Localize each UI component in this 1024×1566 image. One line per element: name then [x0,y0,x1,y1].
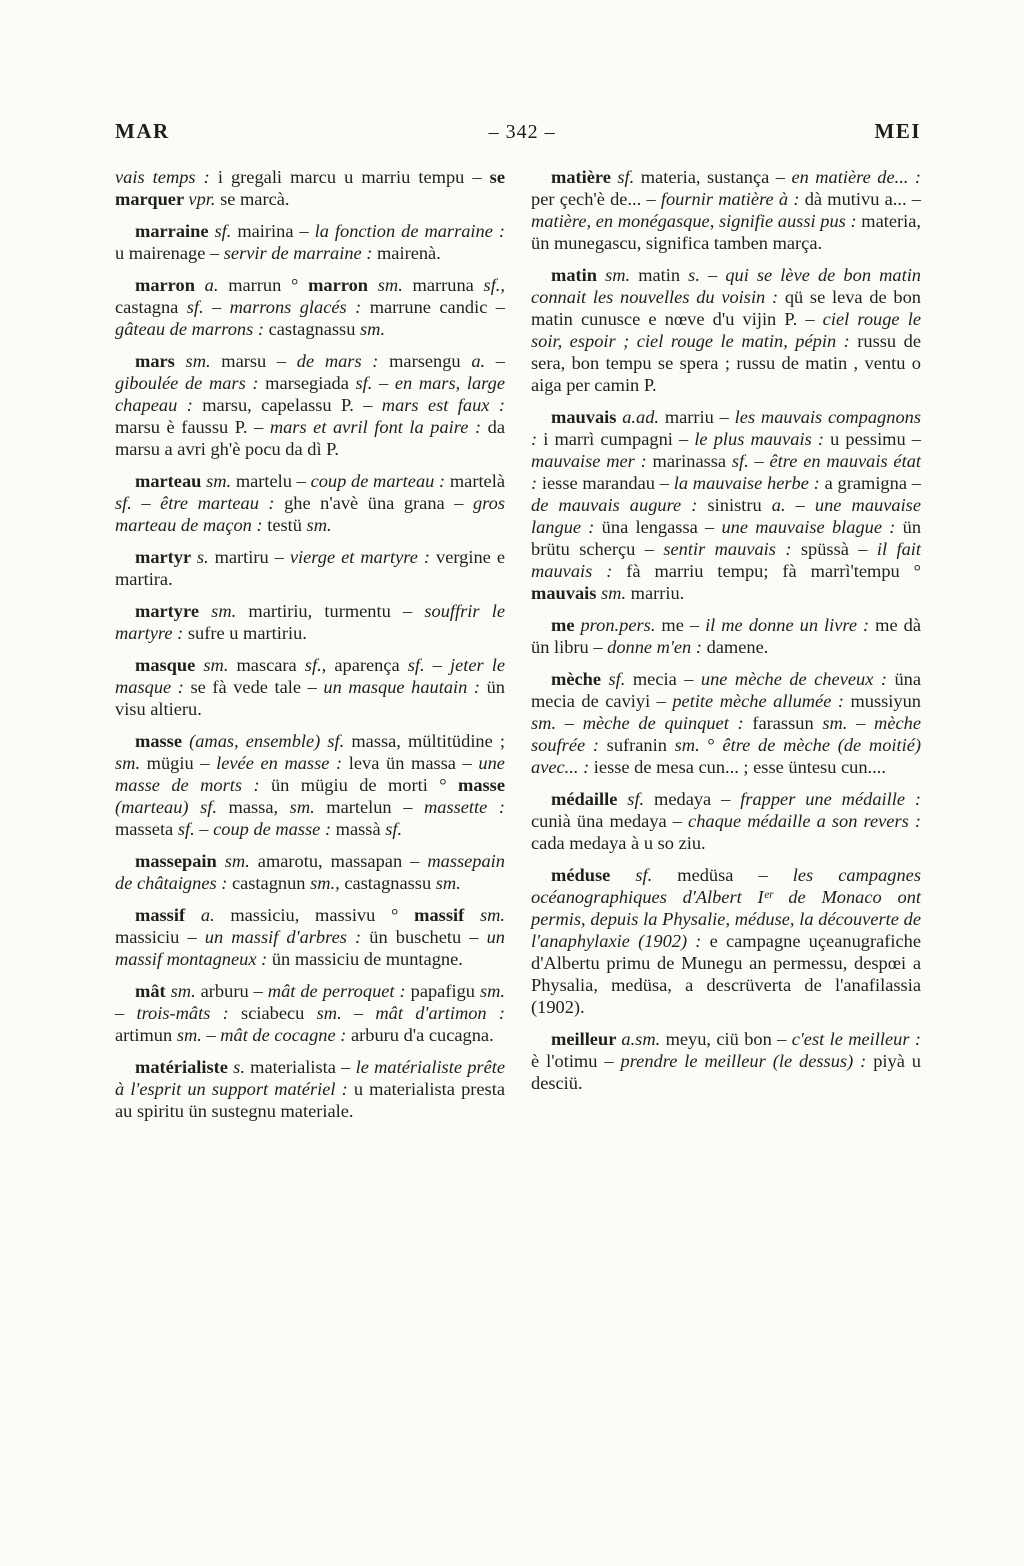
italic-text: a. [200,905,231,925]
italic-text: massette : [423,797,505,817]
headword: se marquer [115,167,505,209]
italic-text: un massif d'arbres : [204,927,370,947]
italic-text: une masse de morts : [115,753,505,795]
italic-text: sm. [531,713,565,733]
plain-text: massa, [228,797,290,817]
plain-text: damene. [706,637,769,657]
italic-text: sf., [483,275,505,295]
italic-text: coup de marteau : [310,471,450,491]
plain-text: – [432,655,450,675]
italic-text: souffrir le martyre : [115,601,505,643]
italic-text: matière, en monégasque, signifie aussi pus : [531,211,862,231]
headword: massepain [135,851,225,871]
italic-text: une mauvaise langue : [531,495,921,537]
headword: me [551,615,581,635]
italic-text: un masque hautain : [323,677,487,697]
italic-text: de mauvais augure : [531,495,708,515]
headword: masque [135,655,204,675]
plain-text: marrune candic – [369,297,506,317]
italic-text: un massif montagneux : [115,927,505,969]
plain-text: martelà [449,471,505,491]
plain-text: marinassa [652,451,732,471]
italic-text: s. [688,265,709,285]
plain-text: è l'otimu – [531,1051,621,1071]
entry-meilleur [531,1028,921,1094]
header-left-guideword: MAR [115,119,170,143]
italic-text: il me donne un livre : [705,615,876,635]
italic-text: s. [196,547,215,567]
plain-text: aparença [334,655,408,675]
italic-text: les mauvais compagnons : [531,407,921,449]
italic-text: frapper une médaille : [740,789,922,809]
plain-text: martelun – [326,797,424,817]
plain-text: leva ün massa – [348,753,479,773]
plain-text: u pessimu – [830,429,921,449]
plain-text: mascara [236,655,305,675]
italic-text: sf. [385,819,403,839]
plain-text: massa, mültitüdine ; [351,731,505,751]
headword: masse [458,775,505,795]
plain-text: iesse de mesa cun... ; esse üntesu cun.... [593,757,886,777]
plain-text: castagnun [231,873,311,893]
italic-text: la mauvaise herbe : [673,473,825,493]
headword: méduse [551,865,636,885]
italic-text: sf. [608,669,633,689]
plain-text: marriu – [664,407,735,427]
plain-text: castagnassu [344,873,436,893]
plain-text: marrun ° [228,275,309,295]
italic-text: jeter le masque : [115,655,505,697]
italic-text: chaque médaille a son revers : [688,811,921,831]
plain-text: martiru – [214,547,290,567]
headword: matérialiste [135,1057,234,1077]
italic-text: sm. [435,873,461,893]
italic-text: a. [771,495,796,515]
italic-text: fournir matière à : [660,189,805,209]
plain-text: fà marriu tempu; fà marrì'tempu ° [626,561,921,581]
plain-text: meyu, ciü bon – [665,1029,792,1049]
italic-text: sm. [115,753,147,773]
plain-text: mairenà. [377,243,441,263]
plain-text: vergine e martira. [115,547,505,589]
plain-text: amarotu, massapan – [257,851,428,871]
plain-text: mügiu – [146,753,217,773]
italic-text: être de mèche (de moitié) avec... : [531,735,921,777]
italic-text: sm. [605,265,639,285]
running-header [115,119,921,144]
headword: martyre [135,601,212,621]
italic-text: trois-mâts : [136,1003,242,1023]
italic-text: la fonction de marraine : [314,221,505,241]
plain-text: iesse marandau – [541,473,674,493]
plain-text: – [212,297,230,317]
entry-matiere [531,166,921,254]
italic-text: qui se lève de bon matin connait les nouvelles du voisin : [531,265,921,307]
italic-text: en matière de... : [791,167,922,187]
plain-text: sinistru [707,495,772,515]
entry-marteau [115,470,505,536]
italic-text: sm. [224,851,258,871]
plain-text: i gregali marcu u marriu tempu – [217,167,490,187]
plain-text: me dà ün libru – [531,615,921,657]
entry-massepain [115,850,505,894]
header-page-number: – 342 – [488,121,556,143]
plain-text: üna mecia de caviyi – [531,669,922,711]
italic-text: mèche soufrée : [531,713,922,755]
plain-text: a gramigna – [824,473,921,493]
headword: martyr [135,547,197,567]
plain-text: castagnassu [268,319,361,339]
italic-text: sm. [176,1025,207,1045]
plain-text: dà mutivu a... – [804,189,921,209]
plain-text: marsu – [221,351,297,371]
entry-meche [531,668,921,778]
italic-text: sm. [360,319,386,339]
italic-text: sf., [304,655,335,675]
headword: matin [551,265,606,285]
italic-text: une mèche de cheveux : [700,669,895,689]
italic-text: sm. [674,735,708,755]
italic-text: il fait mauvais : [531,539,922,581]
entry-martyr [115,546,505,590]
plain-text: se marcà. [220,189,290,209]
italic-text: c'est le meilleur : [791,1029,921,1049]
italic-text: une mauvaise blague : [721,517,903,537]
italic-text: gros marteau de maçon : [115,493,505,535]
italic-text: sf. [617,167,641,187]
italic-text: sm. [479,981,505,1001]
header-right-guideword: MEI [874,119,921,143]
italic-text: sf. [115,493,142,513]
plain-text: se fà vede tale – [190,677,324,697]
plain-text: materia, sustança – [640,167,792,187]
italic-text: mât d'artimon : [375,1003,506,1023]
plain-text: medaya – [654,789,741,809]
plain-text: russu de sera, bon tempu se spera ; russu de matin , ventu o aiga per camin P. [531,331,921,395]
plain-text: marsengu [389,351,472,371]
plain-text: – [495,351,505,371]
italic-text: levée en masse : [216,753,349,773]
italic-text: vpr. [188,189,221,209]
plain-text: papafigu [410,981,480,1001]
plain-text: – [564,713,583,733]
italic-text: sentir mauvais : [663,539,801,559]
plain-text: arburu d'a cucagna. [350,1025,494,1045]
italic-text: (marteau) sf. [115,797,229,817]
italic-text: servir de marraine : [223,243,377,263]
plain-text: ün buschetu – [369,927,487,947]
plain-text: ün massiciu de muntagne. [271,949,463,969]
italic-text: mât de cocagne : [220,1025,351,1045]
italic-text: les campagnes océanographiques d'Albert Iᵉʳ de Monaco ont permis, depuis la Physalie, méduse, la découverte de l'anaphylaxie (1902) : [531,865,921,951]
plain-text: testü [267,515,307,535]
headword: masse [135,731,190,751]
left-column [115,166,505,1132]
plain-text: – [206,1025,221,1045]
plain-text: piyà u desciü. [531,1051,921,1093]
plain-text: marsu, capelassu P. – [202,395,382,415]
italic-text: sf. [407,655,433,675]
right-column [531,166,921,1132]
italic-text: massepain de châtaignes : [115,851,505,893]
italic-text: sm. [185,351,222,371]
plain-text: ° [707,735,723,755]
italic-text: mars est faux : [381,395,505,415]
plain-text: e campagne uçeanugrafiche d'Albertu primu de Munegu an permessu, despœi a Physalia, medüsa, a descrüverta de l'anafilassia (1902). [531,931,921,1017]
italic-text: (amas, ensemble) sf. [189,731,352,751]
italic-text: petite mèche allumée : [672,691,851,711]
italic-text: a. [204,275,229,295]
plain-text: sciabecu [241,1003,317,1023]
italic-text: sf. [627,789,655,809]
italic-text: sm. [170,981,201,1001]
italic-text: giboulée de mars : [115,373,266,393]
plain-text: ün brütu scherçu – [531,517,922,559]
italic-text: sf. [186,297,213,317]
plain-text: sufre u martiriu. [187,623,307,643]
headword: massif [135,905,201,925]
entry-mauvais [531,406,921,604]
plain-text: farassun [752,713,823,733]
italic-text: mât de perroquet : [267,981,411,1001]
headword: mèche [551,669,609,689]
plain-text: – [379,373,395,393]
plain-text: qü se leva de bon matin cunusce e nœve d'u vijin P. – [531,287,921,329]
plain-text: marsegiada [265,373,356,393]
entry-martyre [115,600,505,644]
plain-text: marruna [412,275,484,295]
italic-text: sm. [316,1003,354,1023]
plain-text: – [115,1003,137,1023]
plain-text: – [353,1003,376,1023]
entry-me [531,614,921,658]
italic-text: sf. [731,451,755,471]
plain-text: – [199,819,214,839]
italic-text: sm. [479,905,506,925]
italic-text: sm., [310,873,345,893]
italic-text: prendre le meilleur (le dessus) : [620,1051,874,1071]
entry-masque [115,654,505,720]
headword: marron [308,275,378,295]
plain-text: u mairenage – [115,243,224,263]
italic-text: pron.pers. [580,615,662,635]
italic-text: sm. [822,713,857,733]
headword: mauvais [531,583,601,603]
plain-text: – [141,493,161,513]
plain-text: u materialista presta au spiritu ün sustegnu materiale. [115,1079,505,1121]
plain-text: castagna [115,297,187,317]
plain-text: per çech'è de... – [531,189,661,209]
italic-text: mars et avril font la paire : [269,417,488,437]
plain-text: ün visu altieru. [115,677,505,719]
italic-text: ciel rouge le soir, espoir ; ciel rouge le matin, pépin : [531,309,921,351]
plain-text: massà [335,819,386,839]
plain-text: mecia – [632,669,701,689]
plain-text: ghe n'avè üna grana – [284,493,473,513]
plain-text: üna lengassa – [601,517,722,537]
entry-mars [115,350,505,460]
entry-masse [115,730,505,840]
italic-text: sm. [377,275,413,295]
italic-text: a.ad. [622,407,665,427]
plain-text: mussiyun [850,691,921,711]
italic-text: donne m'en : [607,637,707,657]
italic-text: gâteau de marrons : [115,319,269,339]
headword: mât [135,981,171,1001]
text-columns [115,166,921,1132]
entry-massif [115,904,505,970]
plain-text: spüssà – [800,539,877,559]
plain-text: i marrì cumpagni – [543,429,695,449]
plain-text: cada medaya à u so ziu. [531,833,706,853]
italic-text: sf. [177,819,200,839]
plain-text: matin [638,265,689,285]
italic-text: sf. [214,221,238,241]
plain-text: massiciu, massivu ° [230,905,415,925]
entry-mat [115,980,505,1046]
plain-text: materialista – [250,1057,356,1077]
italic-text: sm. [203,655,237,675]
italic-text: de mars : [296,351,390,371]
italic-text: marrons glacés : [229,297,370,317]
plain-text: – [708,265,726,285]
plain-text: sufranin [606,735,675,755]
entry-materialiste [115,1056,505,1122]
plain-text: mairina – [237,221,315,241]
headword: marron [135,275,205,295]
italic-text: être marteau : [160,493,285,513]
plain-text: – [795,495,815,515]
italic-text: vierge et martyre : [289,547,437,567]
plain-text: martiriu, turmentu – [248,601,425,621]
headword: mars [135,351,186,371]
italic-text: le plus mauvais : [694,429,831,449]
italic-text: en mars, large chapeau : [115,373,505,415]
italic-text: a. [471,351,496,371]
italic-text: le matérialiste prête à l'esprit un support matériel : [115,1057,506,1099]
italic-text: sm. [601,583,631,603]
plain-text: me – [661,615,706,635]
italic-text: être en mauvais état : [531,451,922,493]
entry-marraine [115,220,505,264]
entry-se-marquer [115,166,505,210]
headword: marraine [135,221,215,241]
italic-text: mauvaise mer : [531,451,653,471]
italic-text: vais temps : [115,167,218,187]
italic-text: sm. [206,471,236,491]
plain-text: – [754,451,770,471]
headword: meilleur [551,1029,622,1049]
entry-meduse [531,864,921,1018]
plain-text: materia, ün munegascu, significa tamben marça. [531,211,921,253]
plain-text: marsu è faussu P. – [115,417,270,437]
plain-text: arburu – [200,981,268,1001]
plain-text: – [856,713,875,733]
plain-text: marriu. [630,583,685,603]
plain-text: masseta [115,819,178,839]
italic-text: sm. [306,515,332,535]
italic-text: s. [233,1057,251,1077]
italic-text: sf. [355,373,380,393]
italic-text: coup de masse : [213,819,336,839]
entry-matin [531,264,921,396]
plain-text: massiciu – [115,927,205,947]
italic-text: sm. [289,797,327,817]
headword: marteau [135,471,207,491]
headword: médaille [551,789,628,809]
headword: massif [414,905,480,925]
entry-marron [115,274,505,340]
plain-text: ün mügiu de morti ° [270,775,458,795]
headword: mauvais [551,407,623,427]
italic-text: sm. [211,601,249,621]
entry-medaille [531,788,921,854]
plain-text: medüsa – [677,865,793,885]
headword: matière [551,167,618,187]
italic-text: a.sm. [621,1029,666,1049]
plain-text: cunià üna medaya – [531,811,689,831]
italic-text: mèche de quinquet : [582,713,753,733]
plain-text: da marsu a avri gh'è pocu da dì P. [115,417,505,459]
plain-text: martelu – [235,471,311,491]
plain-text: artimun [115,1025,177,1045]
italic-text: sf. [635,865,678,885]
